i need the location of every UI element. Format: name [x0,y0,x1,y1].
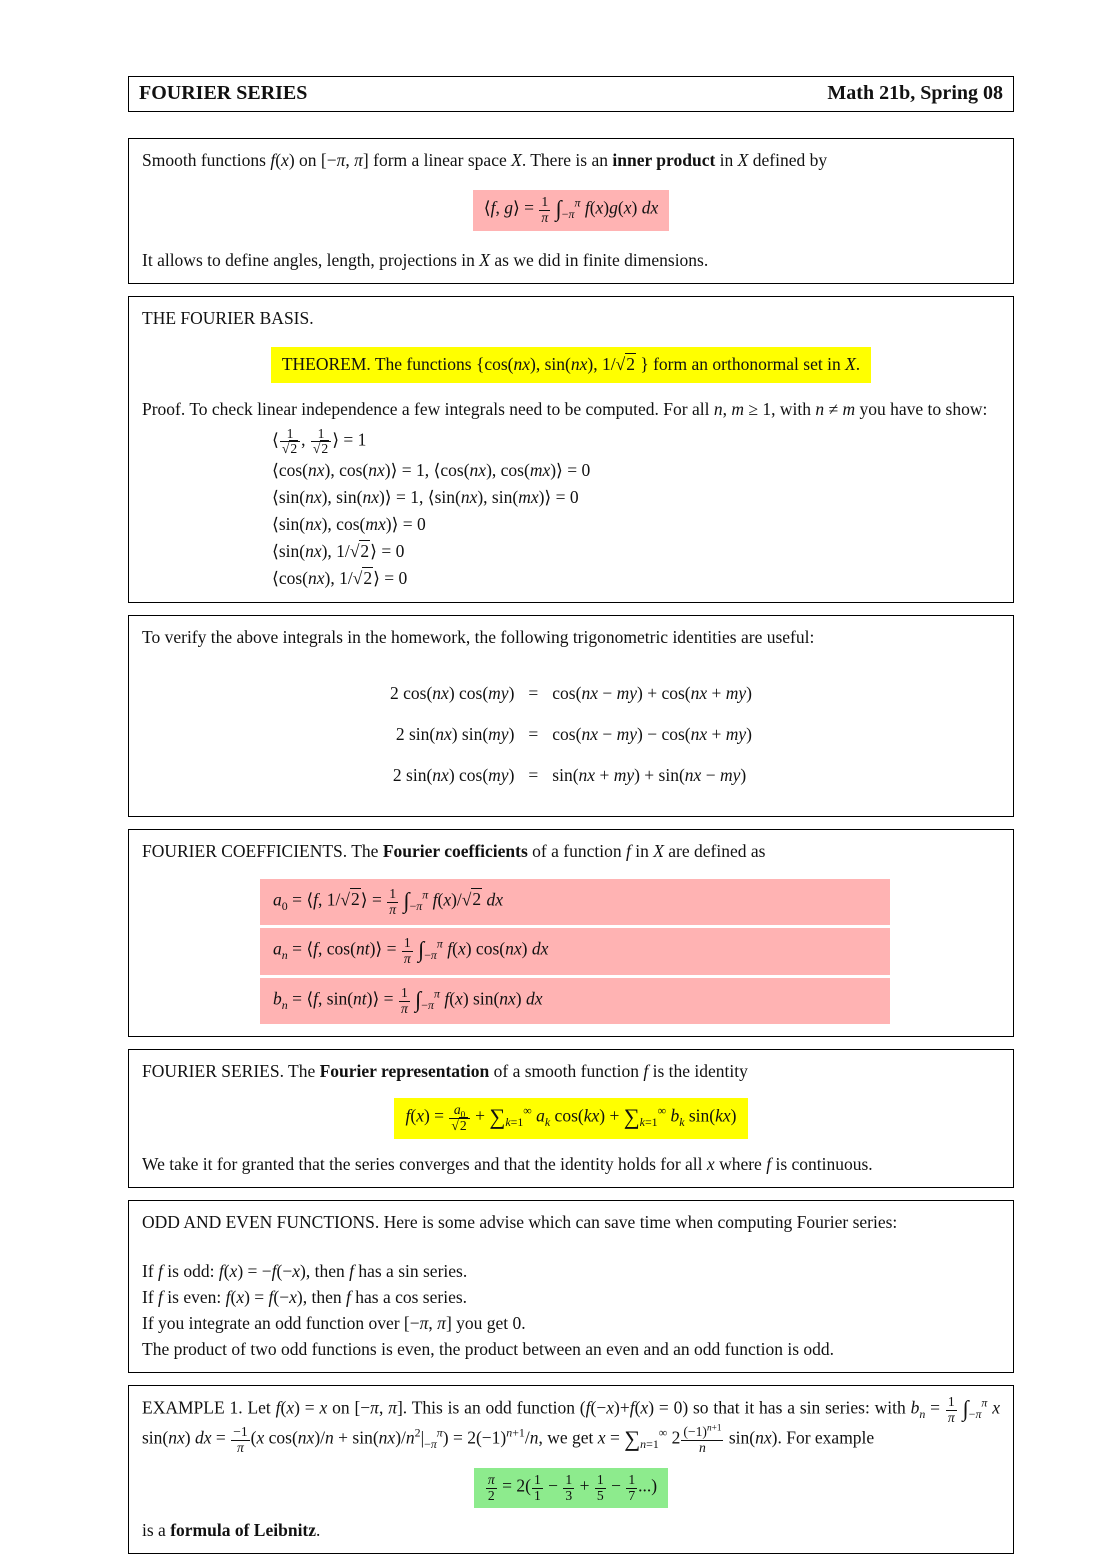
identity-lhs: 2 sin(nx) cos(my) [392,765,515,786]
identities-intro: To verify the above integrals in the homework, the following trigonometric identities are useful: [142,627,815,648]
course-label: Math 21b, Spring 08 [827,82,1003,104]
theorem-statement: THEOREM. The functions {cos(nx), sin(nx), 1/√2 } form an orthonormal set in X. [271,347,871,383]
odd-even-rule: If you integrate an odd function over [−π, π] you get 0. [142,1313,526,1334]
proof-equations [272,427,1000,592]
identity-rhs: cos(nx − my) − cos(nx + my) [552,724,752,745]
odd-even-section [128,1200,1014,1373]
coefficient-formulas [142,879,1000,1024]
example-paragraph: EXAMPLE 1. Let f(x) = x on [−π, π]. This is an odd function (f(−x)+f(x) = 0) so that it has a sin series: with $b_n$ = $\frac{1}{\pi}$ $\int_{-\pi}^\pi$ x sin(nx) dx = $\frac{-1}{\pi}$ (x $\cos(nx)/n + \sin(nx)/n^2|_{-\pi}^\pi) = 2(-1)^{n+1}/n$, we get $x = \sum_{n=1}^\infty$ 2 $\frac{(-1)^{n+1}}{n}$ sin(nx). For example [142,1394,1001,1456]
equation-line: ⟨cos(nx), cos(nx)⟩ = 1, ⟨cos(nx), cos(mx)⟩ = 0 [272,459,591,480]
series-note: We take it for granted that the series converges and that the identity holds for all x where f is continuous. [142,1153,873,1174]
inner-product-formula: ⟨f, g⟩ = $\frac{1}{\pi}$ $\int_{-\pi}^\pi$ f(x)g(x) dx [473,190,669,230]
bn-formula: $b_n$ = ⟨f, sin(nt)⟩ = $\frac{1}{\pi}$ $\int_{-\pi}^\pi$ f(x) sin(nx) dx [260,978,890,1024]
equation-line: ⟨sin(nx), sin(nx)⟩ = 1, ⟨sin(nx), sin(mx)⟩ = 0 [272,486,579,507]
equals-sign: = [528,683,539,704]
fourier-basis-section [128,296,1014,604]
odd-even-heading: ODD AND EVEN FUNCTIONS. Here is some advise which can save time when computing Fourier series: [142,1211,898,1232]
series-heading: FOURIER SERIES. The Fourier representation of a smooth function f is the identity [142,1061,748,1082]
inner-product-section [128,138,1014,284]
intro-text-1: Smooth functions f(x) on [−π, π] form a linear space X. There is an inner product in X defined by [142,149,828,170]
trig-identities-section [128,615,1014,817]
page-header [128,76,1014,112]
equation-line: ⟨cos(nx), 1/√2⟩ = 0 [272,567,408,588]
intro-text-2: It allows to define angles, length, projections in X as we did in finite dimensions. [142,249,709,270]
series-formula: f(x) = $\frac{a_0}{√2}$ + $\sum_{k=1}^\infty$ $a_k$ $\cos(kx) + \sum_{k=1}^\infty$ $b_k$ sin(kx) [394,1098,747,1138]
odd-even-rule: If f is odd: f(x) = −f(−x), then f has a sin series. [142,1261,468,1282]
odd-even-rule: The product of two odd functions is even, the product between an even and an odd function is odd. [142,1339,835,1360]
equals-sign: = [528,765,539,786]
inner-product-formula-row [142,190,1000,230]
equals-sign: = [528,724,539,745]
leibnitz-formula-row [142,1468,1000,1508]
theorem-row [142,347,1000,383]
identity-lhs: 2 sin(nx) sin(my) [395,724,515,745]
example-closing: is a formula of Leibnitz. [142,1520,321,1541]
an-formula: $a_n$ = ⟨f, cos(nt)⟩ = $\frac{1}{\pi}$ $\int_{-\pi}^\pi$ f(x) cos(nx) dx [260,928,890,974]
proof-intro: Proof. To check linear independence a few integrals need to be computed. For all n, m ≥ 1, with n ≠ m you have to show: [142,398,988,419]
identity-rhs: sin(nx + my) + sin(nx − my) [552,765,747,786]
fourier-series-section [128,1049,1014,1187]
example-section [128,1385,1014,1554]
series-formula-row [142,1098,1000,1138]
a0-formula: $a_0$ = ⟨f, 1/√2⟩ = $\frac{1}{\pi}$ $\int_{-\pi}^\pi$ f(x)/√2 dx [260,879,890,925]
identity-lhs: 2 cos(nx) cos(my) [390,683,515,704]
odd-even-rule: If f is even: f(x) = f(−x), then f has a cos series. [142,1287,468,1308]
page-title: FOURIER SERIES [139,82,308,104]
leibnitz-formula: $\frac{\pi}{2}$ = 2( $\frac{1}{1}$ − $\frac{1}{3}$ + $\frac{1}{5}$ − $\frac{1}{7}$ ...) [474,1468,668,1508]
fourier-coefficients-section [128,829,1014,1037]
identity-rhs: cos(nx − my) + cos(nx + my) [552,683,752,704]
basis-heading: THE FOURIER BASIS. [142,307,314,328]
equation-line: ⟨sin(nx), 1/√2⟩ = 0 [272,540,405,561]
document-page [128,0,1014,1554]
equation-line: ⟨ $\frac{1}{√2}$ , $\frac{1}{√2}$ ⟩ = 1 [272,425,367,457]
identities-table [142,681,1000,789]
equation-line: ⟨sin(nx), cos(mx)⟩ = 0 [272,513,426,534]
coefficients-heading: FOURIER COEFFICIENTS. The Fourier coefficients of a function f in X are defined as [142,841,766,861]
